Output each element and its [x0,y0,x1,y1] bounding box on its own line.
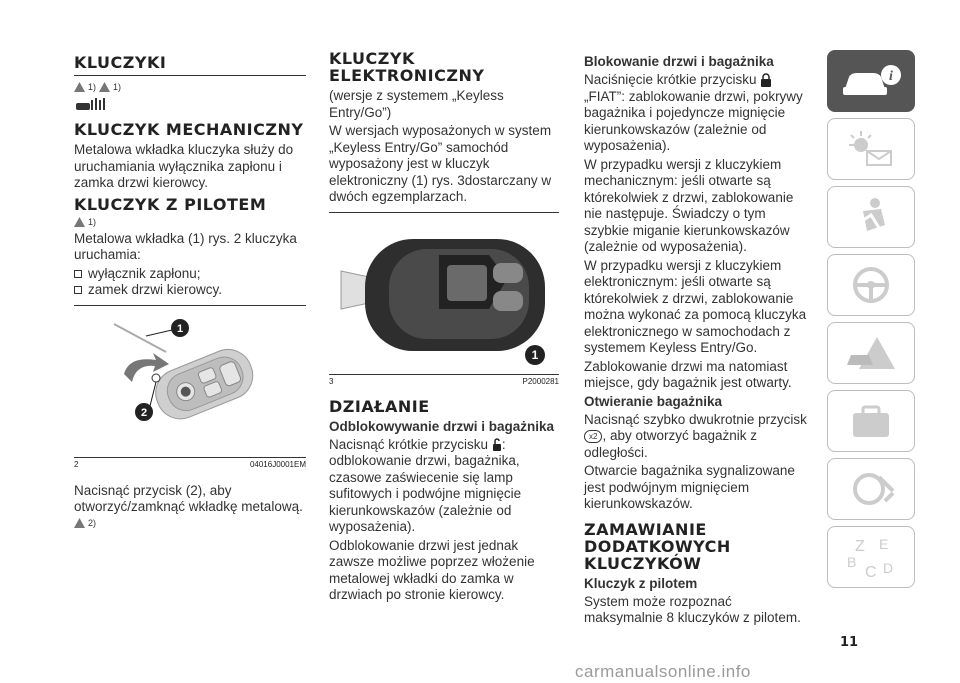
page-number: 11 [840,635,859,650]
warning-triangle-icon [74,217,85,227]
steering-wheel-icon [841,263,901,307]
mechanical-text: Metalowa wkładka kluczyka służy do uruchamiania wyłącznika zapłonu i zamka drzwi kierowcy. [74,142,294,190]
warning-ref: 2) [74,518,306,528]
column-right [584,50,814,629]
lock-text: Naciśnięcie krótkie przycisku „FIAT”: zablokowanie drzwi, pokrywy bagażnika i pojedyncze mignięcie kierunkowskazów (zależnie od wyposażenia). [584,72,803,153]
trunk-title: Otwieranie bagażnika [584,393,723,409]
svg-text:1: 1 [176,322,184,335]
divider [74,75,306,76]
remote-text: Metalowa wkładka (1) rys. 2 kluczyka uruchamia: [74,230,297,262]
svg-text:1: 1 [531,347,539,362]
tab-seat-safety[interactable] [827,186,915,248]
trunk-button-icon: x2 [584,430,602,443]
list-item: wyłącznik zapłonu; [74,266,306,283]
section-title-mechanical: KLUCZYK MECHANICZNY [74,120,304,139]
warning-car-icon [841,331,901,375]
svg-text:2: 2 [140,406,148,419]
lock-text-mechanical: W przypadku wersji z kluczykiem mechanicznym: jeśli otwarte są którekolwiek z drzwi, zablokowanie nie następuje. Świadczy o tym szybkie miganie kierunkowskazów (zależnie od wyposażenia). [584,156,794,254]
car-tools-icon [841,467,901,511]
section-title-order-keys: ZAMAWIANIE DODATKOWYCH KLUCZYKÓW [584,519,731,573]
lock-text-electronic: W przypadku wersji z kluczykiem elektronicznym: jeśli otwarte są którekolwiek z drzwi, zablokowanie można wykonać za pomocą kluczyka elektronicznego w samochodach z systemem Keyless Entry/Go. [584,257,807,355]
bullet-square-icon [74,270,82,278]
unlock-text-2: Odblokowanie drzwi jest jednak zawsze możliwe poprzez włożenie metalowej wkładki do zamka w drzwiach po stronie kierowcy. [329,537,535,602]
list-item: zamek drzwi kierowcy. [74,282,306,299]
unlock-title: Odblokowywanie drzwi i bagażnika [329,418,555,434]
section-title-remote: KLUCZYK Z PILOTEM [74,194,267,214]
lock-padlock-icon [760,73,772,87]
tab-steering[interactable] [827,254,915,316]
tab-car-info[interactable] [827,50,915,112]
section-title-action: DZIAŁANIE [329,396,430,416]
column-middle [329,50,559,606]
bullet-square-icon [74,286,82,294]
tab-toolbox[interactable] [827,390,915,452]
trunk-text-2: Otwarcie bagażnika sygnalizowane jest podwójnym mignięciem kierunkowskazów. [584,463,795,511]
keyless-versions: (wersje z systemem „Keyless Entry/Go”) [329,88,504,120]
chapter-tabs [827,50,915,594]
svg-text:B: B [847,554,857,570]
section-title-kluczyki: KLUCZYKI [74,53,167,72]
unlock-padlock-icon [492,438,502,451]
svg-text:D: D [883,560,894,576]
keyfob-signal-icon [74,96,114,112]
watermark: carmanualsonline.info [575,662,751,681]
trunk-text: Nacisnąć szybko dwukrotnie przycisk x2 , aby otworzyć bagażnik z odległości. [584,411,807,460]
figure-3-electronic-key [329,219,559,369]
section-title-electronic: KLUCZYK ELEKTRONICZNY [329,49,485,85]
electronic-key-text: W wersjach wyposażonych w system „Keyless Entry/Go” samochód wyposażony jest w kluczyk elektroniczny (1) rys. 3dostarczany w dwóch egzemplarzach. [329,123,552,204]
car-info-icon [839,61,903,101]
warning-triangle-icon [74,82,85,92]
unlock-text: Nacisnąć krótkie przycisku : odblokowanie drzwi, bagażnika, czasowe zaświecenie się lamp sufitowych i podwójne mignięcie kierunkowskazów (zależnie od wyposażenia). [329,436,522,534]
lights-mail-icon [841,127,901,171]
figure-caption: 2 04016J0001EM [74,457,306,469]
column-left [74,50,306,532]
warning-refs: 1) 1) [74,82,306,92]
svg-text:E: E [879,536,889,552]
order-keys-text: System może rozpoznać maksymalnie 8 kluczyków z pilotem. [584,593,801,625]
svg-text:Z: Z [855,538,865,555]
svg-text:C: C [865,564,877,581]
tab-lights-mail[interactable] [827,118,915,180]
remote-key-subtitle: Kluczyk z pilotem [584,575,698,591]
after-figure-text: Nacisnąć przycisk (2), aby otworzyć/zamknąć wkładkę metalową. [74,482,303,514]
lock-title: Blokowanie drzwi i bagażnika [584,54,774,69]
index-letters-icon [841,533,901,581]
warning-ref: 1) [74,217,306,227]
lock-text-trunk: Zablokowanie drzwi ma natomiast miejsce, gdy bagażnik jest otwarty. [584,358,792,390]
seat-safety-icon [841,195,901,239]
figure-2-remote-key [74,312,306,452]
svg-text:i: i [889,69,893,84]
figure-caption: 3 P2000281 [329,374,559,386]
warning-triangle-icon [99,82,110,92]
divider [329,212,559,213]
tab-warning-car[interactable] [827,322,915,384]
tab-index[interactable] [827,526,915,588]
divider [74,305,306,306]
warning-triangle-icon [74,518,85,528]
toolbox-icon [841,399,901,443]
tab-car-tools[interactable] [827,458,915,520]
